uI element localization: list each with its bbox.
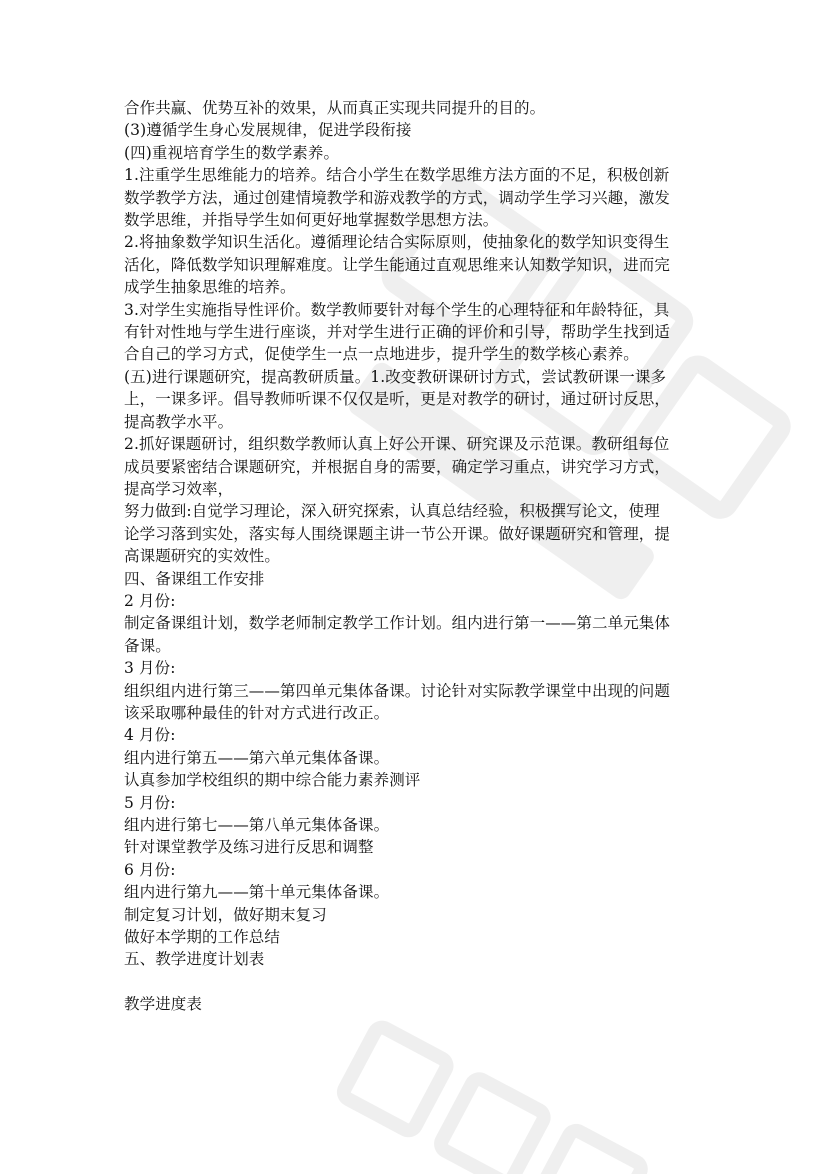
- text-line: 2.抓好课题研讨，组织数学教师认真上好公开课、研究课及示范课。教研组每位: [124, 435, 670, 454]
- document-body: [124, 97, 714, 1016]
- month-label: 4 月份:: [124, 726, 176, 745]
- section-heading: (五)进行课题研究，提高教研质量。1.改变教研课研讨方式，尝试教研课一课多: [124, 367, 667, 386]
- text-line: 组织组内进行第三——第四单元集体备课。讨论针对实际教学课堂中出现的问题: [124, 681, 671, 700]
- section-heading: (四)重视培育学生的数学素养。: [124, 143, 340, 162]
- text-line: 1.注重学生思维能力的培养。结合小学生在数学思维方法方面的不足，积极创新: [124, 166, 670, 185]
- text-line: 针对课堂教学及练习进行反思和调整: [124, 838, 374, 857]
- text-line: 成学生抽象思维的培养。: [124, 278, 296, 297]
- text-line: 提高教学水平。: [124, 412, 234, 431]
- text-line: 合自己的学习方式，促使学生一点一点地进步，提升学生的数学核心素养。: [124, 345, 639, 364]
- watermark-graphic-bottom: [323, 1011, 657, 1174]
- text-line: 数学教学方法，通过创建情境教学和游戏教学的方式，调动学生学习兴趣，激发: [124, 188, 671, 207]
- text-line: 努力做到:自觉学习理论，深入研究探索，认真总结经验，积极撰写论文，使理: [124, 502, 660, 521]
- month-label: 3 月份:: [124, 659, 176, 678]
- text-line: 备课。: [124, 636, 171, 655]
- watermark-logo-bottom: [323, 1011, 657, 1174]
- text-line: 合作共赢、优势互补的效果，从而真正实现共同提升的目的。: [124, 99, 546, 117]
- text-line: 组内进行第九——第十单元集体备课。: [124, 883, 390, 902]
- text-line: 成员要紧密结合课题研究，并根据自身的需要，确定学习重点，讲究学习方式，: [124, 457, 671, 476]
- text-line: 提高学习效率，: [124, 479, 234, 498]
- text-line: 上，一课多评。倡导教师听课不仅仅是听，更是对教学的研讨，通过研讨反思，: [124, 390, 671, 409]
- text-line: 2.将抽象数学知识生活化。遵循理论结合实际原则，使抽象化的数学知识变得生: [124, 233, 670, 252]
- text-line: 做好本学期的工作总结: [124, 928, 281, 947]
- text-line: 认真参加学校组织的期中综合能力素养测评: [124, 771, 421, 790]
- text-line: 组内进行第七——第八单元集体备课。: [124, 816, 390, 834]
- text-line: 制定复习计划，做好期末复习: [124, 905, 327, 924]
- table-caption: 教学进度表: [124, 995, 203, 1014]
- section-heading: 四、备课组工作安排: [124, 569, 265, 588]
- text-line: 3.对学生实施指导性评价。数学教师要针对每个学生的心理特征和年龄特征，具: [124, 300, 670, 319]
- month-label: 6 月份:: [124, 860, 176, 879]
- text-line: 数学思维，并指导学生如何更好地掌握数学思想方法。: [124, 211, 499, 230]
- text-line: 制定备课组计划，数学老师制定教学工作计划。组内进行第一——第二单元集体: [124, 614, 671, 633]
- text-line: (3)遵循学生身心发展规律，促进学段衔接: [124, 121, 412, 140]
- text-line: 该采取哪种最佳的针对方式进行改正。: [124, 703, 390, 722]
- text-line: 高课题研究的实效性。: [124, 547, 281, 566]
- blank-line: [124, 971, 714, 993]
- month-label: 2 月份:: [124, 591, 176, 610]
- text-line: 有针对性地与学生进行座谈，并对学生进行正确的评价和引导，帮助学生找到适: [124, 323, 671, 342]
- text-line: 活化，降低数学知识理解难度。让学生能通过直观思维来认知数学知识，进而完: [124, 255, 671, 274]
- text-line: 论学习落到实处，落实每人围绕课题主讲一节公开课。做好课题研究和管理，提: [124, 524, 671, 543]
- month-label: 5 月份:: [124, 793, 176, 812]
- text-line: 组内进行第五——第六单元集体备课。: [124, 748, 390, 767]
- section-heading: 五、教学进度计划表: [124, 950, 265, 969]
